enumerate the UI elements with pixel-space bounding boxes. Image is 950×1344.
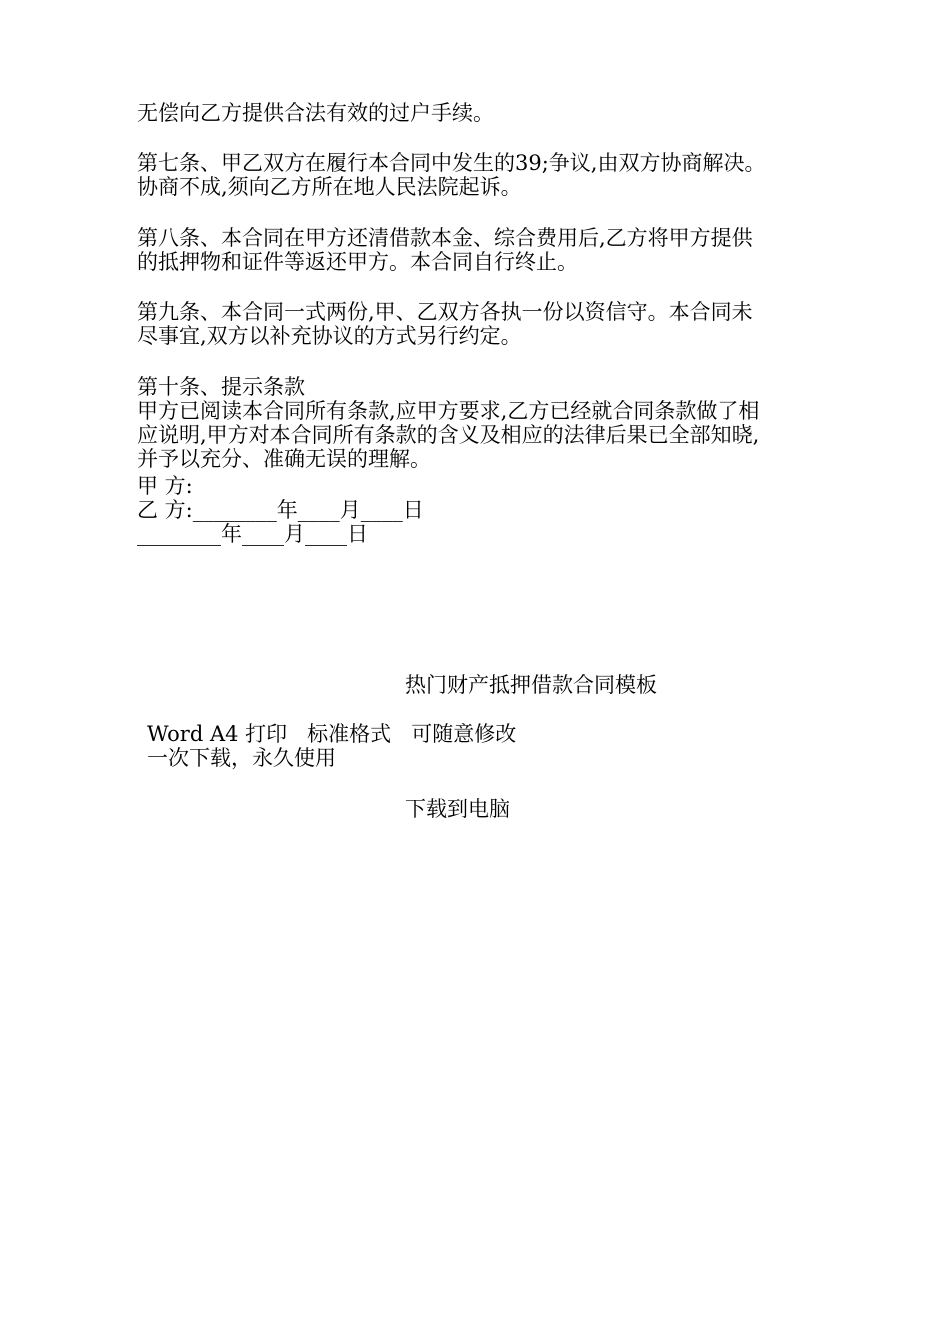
article-8-line-2: 的抵押物和证件等返还甲方。本合同自行终止。 bbox=[137, 250, 578, 274]
article-10-heading: 第十条、提示条款 bbox=[137, 375, 305, 399]
article-8-line-1: 第八条、本合同在甲方还清借款本金、综合费用后,乙方将甲方提供 bbox=[137, 226, 753, 250]
party-a-signature: 甲 方: bbox=[137, 474, 193, 498]
article-9-line-2: 尽事宜,双方以补充协议的方式另行约定。 bbox=[137, 324, 522, 348]
article-10-line-3: 并予以充分、准确无误的理解。 bbox=[137, 447, 431, 471]
promo-title: 热门财产抵押借款合同模板 bbox=[405, 673, 657, 697]
article-7-line-1: 第七条、甲乙双方在履行本合同中发生的39;争议,由双方协商解决。 bbox=[137, 151, 766, 175]
download-button[interactable]: 下载到电脑 bbox=[405, 797, 510, 821]
contract-text-line: 无偿向乙方提供合法有效的过户手续。 bbox=[137, 101, 494, 125]
article-10-line-1: 甲方已阅读本合同所有条款,应甲方要求,乙方已经就合同条款做了相 bbox=[137, 399, 760, 423]
promo-features: Word A4 打印 标准格式 可随意修改 bbox=[147, 722, 517, 746]
article-7-line-2: 协商不成,须向乙方所在地人民法院起诉。 bbox=[137, 175, 522, 199]
promo-usage: 一次下载，永久使用 bbox=[147, 746, 336, 770]
party-b-signature: 乙 方:________年____月____日 bbox=[137, 498, 424, 522]
article-9-line-1: 第九条、本合同一式两份,甲、乙双方各执一份以资信守。本合同未 bbox=[137, 300, 753, 324]
signature-date: ________年____月____日 bbox=[137, 522, 368, 546]
article-10-line-2: 应说明,甲方对本合同所有条款的含义及相应的法律后果已全部知晓, bbox=[137, 423, 760, 447]
